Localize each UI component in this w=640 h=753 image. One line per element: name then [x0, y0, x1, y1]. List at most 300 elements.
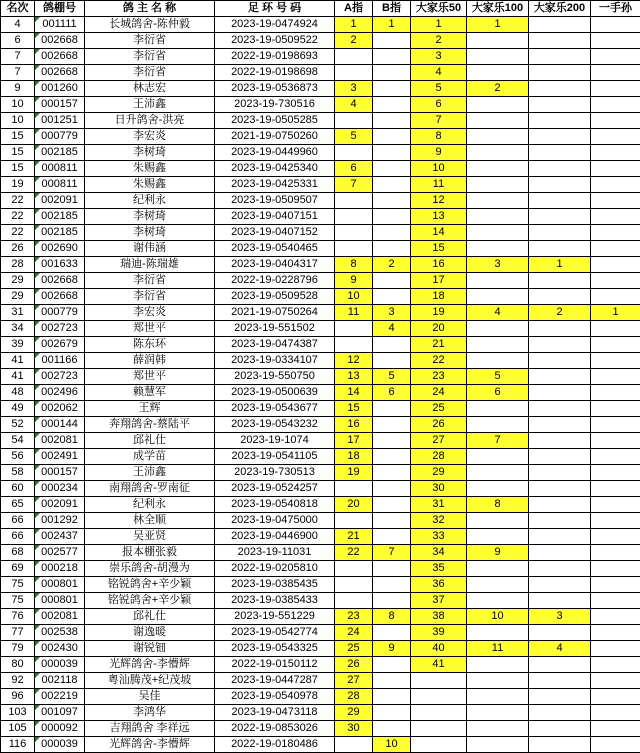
cell-dajiale-100 — [467, 705, 529, 721]
cell-dajiale-100: 11 — [467, 641, 529, 657]
cell-rank: 41 — [1, 353, 35, 369]
table-row — [1, 129, 640, 145]
cell-a-index — [335, 321, 373, 337]
table-row — [1, 465, 640, 481]
cell-rank: 34 — [1, 321, 35, 337]
cell-b-index — [373, 657, 411, 673]
cell-a-index: 6 — [335, 161, 373, 177]
cell-loft-no: 002118 — [35, 673, 85, 689]
cell-rank: 10 — [1, 113, 35, 129]
cell-dajiale-100 — [467, 353, 529, 369]
cell-dajiale-50: 20 — [411, 321, 467, 337]
cell-dajiale-200 — [529, 97, 591, 113]
cell-a-index: 11 — [335, 305, 373, 321]
cell-loft-no: 001111 — [35, 17, 85, 33]
cell-dajiale-50: 5 — [411, 81, 467, 97]
cell-yishousun — [591, 225, 640, 241]
cell-a-index — [335, 209, 373, 225]
cell-owner-name: 邱礼仕 — [85, 433, 215, 449]
cell-dajiale-50: 29 — [411, 465, 467, 481]
cell-ring-no: 2023-19-0475000 — [215, 513, 335, 529]
cell-rank: 7 — [1, 65, 35, 81]
cell-owner-name: 日升鸽舍-洪亮 — [85, 113, 215, 129]
cell-rank: 22 — [1, 225, 35, 241]
cell-dajiale-200 — [529, 193, 591, 209]
cell-rank: 103 — [1, 705, 35, 721]
table-row — [1, 337, 640, 353]
cell-owner-name: 长城鸽舍-陈仲毅 — [85, 17, 215, 33]
cell-dajiale-50: 22 — [411, 353, 467, 369]
cell-dajiale-200: 2 — [529, 305, 591, 321]
cell-dajiale-200: 4 — [529, 641, 591, 657]
cell-dajiale-100 — [467, 561, 529, 577]
cell-a-index: 7 — [335, 177, 373, 193]
cell-ring-no: 2023-19-0543232 — [215, 417, 335, 433]
cell-dajiale-200 — [529, 353, 591, 369]
cell-dajiale-200 — [529, 481, 591, 497]
cell-dajiale-50: 36 — [411, 577, 467, 593]
table-row — [1, 401, 640, 417]
table-row — [1, 449, 640, 465]
cell-a-index — [335, 577, 373, 593]
cell-loft-no: 001097 — [35, 705, 85, 721]
cell-a-index: 5 — [335, 129, 373, 145]
table-row — [1, 705, 640, 721]
cell-ring-no: 2023-19-0524257 — [215, 481, 335, 497]
cell-loft-no: 000157 — [35, 465, 85, 481]
cell-loft-no: 000801 — [35, 577, 85, 593]
cell-rank: 22 — [1, 209, 35, 225]
cell-b-index — [373, 577, 411, 593]
cell-b-index — [373, 337, 411, 353]
cell-yishousun — [591, 497, 640, 513]
cell-dajiale-50: 32 — [411, 513, 467, 529]
cell-dajiale-200 — [529, 625, 591, 641]
cell-rank: 7 — [1, 49, 35, 65]
table-row — [1, 529, 640, 545]
cell-dajiale-50: 37 — [411, 593, 467, 609]
cell-b-index — [373, 705, 411, 721]
cell-owner-name: 陈东环 — [85, 337, 215, 353]
cell-dajiale-200 — [529, 209, 591, 225]
cell-dajiale-200 — [529, 433, 591, 449]
table-row — [1, 145, 640, 161]
cell-yishousun — [591, 289, 640, 305]
cell-a-index — [335, 561, 373, 577]
cell-a-index: 2 — [335, 33, 373, 49]
cell-a-index: 28 — [335, 689, 373, 705]
cell-rank: 75 — [1, 577, 35, 593]
cell-yishousun — [591, 241, 640, 257]
table-row — [1, 49, 640, 65]
cell-rank: 75 — [1, 593, 35, 609]
cell-ring-no: 2023-19-0407151 — [215, 209, 335, 225]
cell-b-index — [373, 465, 411, 481]
cell-owner-name: 李衍省 — [85, 33, 215, 49]
cell-dajiale-50 — [411, 721, 467, 737]
cell-yishousun — [591, 81, 640, 97]
cell-dajiale-100: 4 — [467, 305, 529, 321]
cell-rank: 77 — [1, 625, 35, 641]
cell-rank: 65 — [1, 497, 35, 513]
cell-b-index — [373, 401, 411, 417]
cell-a-index: 27 — [335, 673, 373, 689]
cell-ring-no: 2023-19-0536873 — [215, 81, 335, 97]
col-header-b-index: B指 — [373, 1, 411, 17]
cell-yishousun — [591, 689, 640, 705]
cell-dajiale-200 — [529, 401, 591, 417]
cell-a-index — [335, 65, 373, 81]
cell-rank: 76 — [1, 609, 35, 625]
cell-rank: 52 — [1, 417, 35, 433]
cell-dajiale-50: 9 — [411, 145, 467, 161]
cell-dajiale-200 — [529, 385, 591, 401]
cell-dajiale-100 — [467, 241, 529, 257]
table-row — [1, 721, 640, 737]
cell-rank: 79 — [1, 641, 35, 657]
cell-dajiale-100 — [467, 529, 529, 545]
cell-dajiale-200 — [529, 369, 591, 385]
table-row — [1, 625, 640, 641]
cell-ring-no: 2023-19-0425331 — [215, 177, 335, 193]
cell-loft-no: 002668 — [35, 65, 85, 81]
cell-a-index — [335, 337, 373, 353]
cell-owner-name: 纪利永 — [85, 193, 215, 209]
cell-dajiale-100 — [467, 193, 529, 209]
cell-rank: 58 — [1, 465, 35, 481]
cell-yishousun — [591, 577, 640, 593]
cell-b-index: 3 — [373, 305, 411, 321]
cell-loft-no: 002185 — [35, 145, 85, 161]
cell-a-index — [335, 193, 373, 209]
cell-dajiale-100: 6 — [467, 385, 529, 401]
table-row — [1, 81, 640, 97]
cell-a-index: 18 — [335, 449, 373, 465]
cell-ring-no: 2023-19-11031 — [215, 545, 335, 561]
cell-b-index — [373, 241, 411, 257]
cell-ring-no: 2023-19-1074 — [215, 433, 335, 449]
cell-a-index: 8 — [335, 257, 373, 273]
col-header-dajiale-50: 大家乐50 — [411, 1, 467, 17]
cell-ring-no: 2023-19-0473118 — [215, 705, 335, 721]
cell-owner-name: 粤汕腾茂+纪茂坡 — [85, 673, 215, 689]
cell-yishousun — [591, 113, 640, 129]
cell-dajiale-100: 9 — [467, 545, 529, 561]
cell-a-index — [335, 481, 373, 497]
cell-rank: 9 — [1, 81, 35, 97]
cell-loft-no: 000157 — [35, 97, 85, 113]
cell-dajiale-50: 28 — [411, 449, 467, 465]
cell-dajiale-50: 16 — [411, 257, 467, 273]
cell-rank: 39 — [1, 337, 35, 353]
cell-dajiale-50 — [411, 737, 467, 753]
cell-loft-no: 002081 — [35, 609, 85, 625]
cell-b-index — [373, 97, 411, 113]
table-row — [1, 257, 640, 273]
cell-a-index: 1 — [335, 17, 373, 33]
cell-ring-no: 2023-19-0385433 — [215, 593, 335, 609]
cell-dajiale-100 — [467, 593, 529, 609]
cell-dajiale-50: 21 — [411, 337, 467, 353]
table-row — [1, 65, 640, 81]
table-row — [1, 113, 640, 129]
cell-loft-no: 002690 — [35, 241, 85, 257]
table-row — [1, 321, 640, 337]
cell-owner-name: 报本棚张毅 — [85, 545, 215, 561]
cell-rank: 66 — [1, 513, 35, 529]
col-header-a-index: A指 — [335, 1, 373, 17]
col-header-yishousun: 一手孙 — [591, 1, 640, 17]
cell-dajiale-50: 33 — [411, 529, 467, 545]
table-row — [1, 305, 640, 321]
cell-ring-no: 2023-19-0543325 — [215, 641, 335, 657]
cell-loft-no: 001251 — [35, 113, 85, 129]
cell-dajiale-200 — [529, 705, 591, 721]
cell-loft-no: 002668 — [35, 273, 85, 289]
cell-a-index: 20 — [335, 497, 373, 513]
cell-dajiale-50: 23 — [411, 369, 467, 385]
cell-b-index — [373, 209, 411, 225]
cell-b-index — [373, 65, 411, 81]
cell-loft-no: 001633 — [35, 257, 85, 273]
cell-loft-no: 000144 — [35, 417, 85, 433]
cell-b-index — [373, 225, 411, 241]
cell-b-index: 1 — [373, 17, 411, 33]
cell-b-index — [373, 593, 411, 609]
table-row — [1, 289, 640, 305]
cell-yishousun — [591, 33, 640, 49]
cell-owner-name: 成学苗 — [85, 449, 215, 465]
cell-ring-no: 2023-19-0446900 — [215, 529, 335, 545]
cell-loft-no: 000801 — [35, 593, 85, 609]
cell-dajiale-50: 8 — [411, 129, 467, 145]
cell-b-index — [373, 353, 411, 369]
cell-dajiale-200 — [529, 465, 591, 481]
cell-loft-no: 000779 — [35, 129, 85, 145]
cell-yishousun — [591, 337, 640, 353]
cell-dajiale-100 — [467, 289, 529, 305]
cell-b-index — [373, 497, 411, 513]
cell-b-index — [373, 33, 411, 49]
table-row — [1, 33, 640, 49]
cell-b-index — [373, 113, 411, 129]
cell-ring-no: 2023-19-0509522 — [215, 33, 335, 49]
cell-a-index — [335, 513, 373, 529]
cell-dajiale-100 — [467, 689, 529, 705]
cell-dajiale-50: 6 — [411, 97, 467, 113]
cell-loft-no: 000811 — [35, 161, 85, 177]
cell-rank: 15 — [1, 161, 35, 177]
cell-loft-no: 000218 — [35, 561, 85, 577]
cell-loft-no: 000811 — [35, 177, 85, 193]
cell-dajiale-100: 1 — [467, 17, 529, 33]
cell-dajiale-50: 19 — [411, 305, 467, 321]
cell-rank: 4 — [1, 17, 35, 33]
cell-dajiale-50: 18 — [411, 289, 467, 305]
cell-yishousun — [591, 705, 640, 721]
cell-a-index: 29 — [335, 705, 373, 721]
table-row — [1, 657, 640, 673]
table-row — [1, 209, 640, 225]
cell-ring-no: 2022-19-0198698 — [215, 65, 335, 81]
cell-loft-no: 002062 — [35, 401, 85, 417]
cell-owner-name: 纪利永 — [85, 497, 215, 513]
table-row — [1, 17, 640, 33]
col-header-loft-no: 鸽棚号 — [35, 1, 85, 17]
cell-loft-no: 002185 — [35, 225, 85, 241]
cell-dajiale-200 — [529, 241, 591, 257]
table-row — [1, 193, 640, 209]
cell-loft-no: 002219 — [35, 689, 85, 705]
cell-b-index — [373, 145, 411, 161]
cell-rank: 69 — [1, 561, 35, 577]
cell-dajiale-50: 2 — [411, 33, 467, 49]
cell-loft-no: 002430 — [35, 641, 85, 657]
cell-ring-no: 2023-19-0542774 — [215, 625, 335, 641]
cell-ring-no: 2022-19-0853026 — [215, 721, 335, 737]
cell-rank: 54 — [1, 433, 35, 449]
cell-rank: 48 — [1, 385, 35, 401]
cell-dajiale-100 — [467, 97, 529, 113]
cell-dajiale-100 — [467, 273, 529, 289]
cell-dajiale-50: 14 — [411, 225, 467, 241]
cell-yishousun — [591, 257, 640, 273]
cell-rank: 68 — [1, 545, 35, 561]
cell-yishousun — [591, 209, 640, 225]
cell-dajiale-50: 17 — [411, 273, 467, 289]
cell-a-index: 30 — [335, 721, 373, 737]
cell-dajiale-200 — [529, 145, 591, 161]
cell-dajiale-50: 1 — [411, 17, 467, 33]
cell-b-index: 9 — [373, 641, 411, 657]
cell-dajiale-200 — [529, 449, 591, 465]
cell-b-index — [373, 721, 411, 737]
cell-yishousun — [591, 609, 640, 625]
table-row — [1, 97, 640, 113]
cell-dajiale-100 — [467, 673, 529, 689]
cell-rank: 26 — [1, 241, 35, 257]
cell-b-index — [373, 289, 411, 305]
table-row — [1, 545, 640, 561]
cell-dajiale-100: 8 — [467, 497, 529, 513]
cell-owner-name: 王沛鑫 — [85, 97, 215, 113]
cell-dajiale-50: 26 — [411, 417, 467, 433]
table-row — [1, 241, 640, 257]
table-row — [1, 497, 640, 513]
cell-dajiale-100 — [467, 65, 529, 81]
cell-yishousun — [591, 721, 640, 737]
cell-dajiale-50: 3 — [411, 49, 467, 65]
cell-owner-name: 谢伟涵 — [85, 241, 215, 257]
cell-owner-name: 南翔鸽舍-罗南征 — [85, 481, 215, 497]
cell-yishousun — [591, 273, 640, 289]
cell-dajiale-100 — [467, 721, 529, 737]
cell-a-index: 3 — [335, 81, 373, 97]
cell-b-index — [373, 193, 411, 209]
cell-a-index — [335, 593, 373, 609]
cell-owner-name: 吉翔鸽舍 李祥远 — [85, 721, 215, 737]
cell-yishousun — [591, 481, 640, 497]
cell-dajiale-200 — [529, 177, 591, 193]
cell-dajiale-50: 39 — [411, 625, 467, 641]
cell-b-index: 4 — [373, 321, 411, 337]
cell-loft-no: 002491 — [35, 449, 85, 465]
cell-dajiale-200 — [529, 561, 591, 577]
cell-dajiale-100 — [467, 465, 529, 481]
cell-yishousun — [591, 129, 640, 145]
cell-dajiale-100 — [467, 337, 529, 353]
cell-dajiale-100 — [467, 449, 529, 465]
table-row — [1, 369, 640, 385]
cell-dajiale-100 — [467, 481, 529, 497]
cell-rank: 15 — [1, 129, 35, 145]
cell-yishousun — [591, 737, 640, 753]
cell-b-index: 10 — [373, 737, 411, 753]
cell-dajiale-200 — [529, 593, 591, 609]
cell-ring-no: 2023-19-551229 — [215, 609, 335, 625]
cell-yishousun — [591, 385, 640, 401]
cell-b-index — [373, 49, 411, 65]
cell-ring-no: 2023-19-0500639 — [215, 385, 335, 401]
cell-loft-no: 002091 — [35, 497, 85, 513]
cell-dajiale-200 — [529, 65, 591, 81]
cell-dajiale-50: 25 — [411, 401, 467, 417]
cell-dajiale-50: 35 — [411, 561, 467, 577]
cell-owner-name: 王辉 — [85, 401, 215, 417]
cell-loft-no: 000039 — [35, 737, 85, 753]
cell-owner-name: 林全顺 — [85, 513, 215, 529]
cell-rank: 29 — [1, 273, 35, 289]
cell-yishousun — [591, 401, 640, 417]
cell-dajiale-200: 3 — [529, 609, 591, 625]
col-header-ring-no: 足 环 号 码 — [215, 1, 335, 17]
cell-dajiale-100 — [467, 161, 529, 177]
col-header-rank: 名次 — [1, 1, 35, 17]
cell-dajiale-100: 10 — [467, 609, 529, 625]
cell-dajiale-200 — [529, 17, 591, 33]
cell-b-index: 2 — [373, 257, 411, 273]
cell-dajiale-200 — [529, 497, 591, 513]
cell-dajiale-50: 12 — [411, 193, 467, 209]
cell-loft-no: 000092 — [35, 721, 85, 737]
cell-ring-no: 2023-19-0540818 — [215, 497, 335, 513]
cell-dajiale-200 — [529, 161, 591, 177]
cell-rank: 60 — [1, 481, 35, 497]
cell-dajiale-100 — [467, 577, 529, 593]
cell-yishousun — [591, 433, 640, 449]
cell-dajiale-200 — [529, 689, 591, 705]
cell-dajiale-50: 15 — [411, 241, 467, 257]
cell-yishousun — [591, 465, 640, 481]
cell-rank: 22 — [1, 193, 35, 209]
cell-yishousun — [591, 641, 640, 657]
cell-dajiale-100 — [467, 513, 529, 529]
cell-ring-no: 2023-19-0449960 — [215, 145, 335, 161]
cell-owner-name: 薛润韩 — [85, 353, 215, 369]
cell-owner-name: 李鸿华 — [85, 705, 215, 721]
cell-ring-no: 2023-19-550750 — [215, 369, 335, 385]
cell-dajiale-100 — [467, 225, 529, 241]
cell-b-index — [373, 161, 411, 177]
cell-dajiale-50 — [411, 673, 467, 689]
cell-loft-no: 000039 — [35, 657, 85, 673]
cell-rank: 31 — [1, 305, 35, 321]
cell-dajiale-100 — [467, 321, 529, 337]
cell-yishousun — [591, 65, 640, 81]
cell-ring-no: 2022-19-0228796 — [215, 273, 335, 289]
cell-b-index: 7 — [373, 545, 411, 561]
cell-dajiale-100 — [467, 737, 529, 753]
